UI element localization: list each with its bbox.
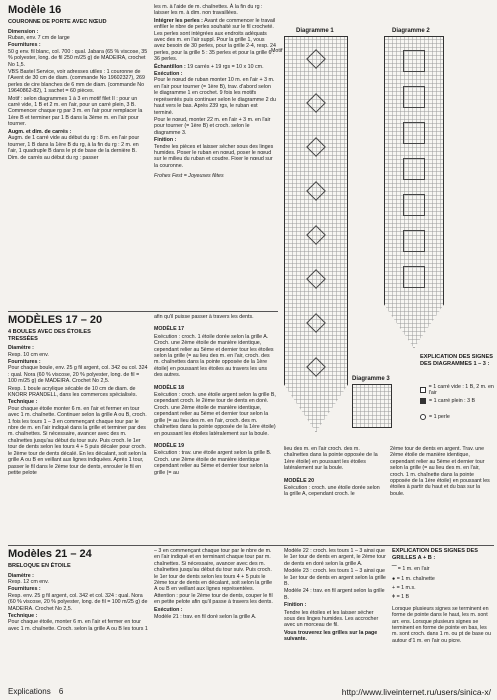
- m17-exec: Exécution : croch. 1 étoile dorée selon la grille A. Croch. une 2ème étoile de manière identique, cependant relier au 5ème et dernier tour les étoiles selon la grille (= au lieu des m. en l'air, croch. des m. chaînettes dans la pointe opposée de la 1ère étoile) en poussant les étoiles au travers les uns des autres.: [154, 333, 274, 379]
- legend-bead: [420, 414, 450, 420]
- legend-diagrammes: [420, 354, 496, 373]
- m21-exec: Modèle 21 : trav. en fil doré selon la grille A.: [154, 614, 257, 621]
- m16-four: 50 g env. fil blanc, col. 700 : qual. Jabara (65 % viscose, 35 % polyester, long. de fil 250 m/25 g) de MADEIRA, crochet No 1,5.: [8, 48, 148, 68]
- diagram-3-grid: [352, 384, 392, 428]
- single-crochet-icon: +: [392, 585, 396, 591]
- m1720-column: [8, 314, 148, 477]
- m16b-perles-label: Intégrer les perles :: [154, 17, 203, 24]
- footer-label: Explications: [8, 687, 51, 696]
- m2224-column: [284, 548, 386, 644]
- empty-square-icon: [420, 387, 426, 393]
- legend-l1: = 1 carré vide : 1 B, 2 m. en l'air: [428, 384, 494, 396]
- m2124-fin: Tendre les étoiles et les laisser sécher sous des linges humides. Les accrocher avec un morceau de fil.: [284, 609, 379, 629]
- m24-text: Modèle 24 : trav. en fil argent selon la grille B.: [284, 588, 385, 601]
- legend2-l3: = 1 m.s.: [396, 585, 416, 591]
- footer: [8, 687, 63, 696]
- m20-continued-text: 2ème tour de dents en argent. Trav. une 2ème étoile de manière identique, cependant relier au 5ème et dernier tour selon la grille (= au lieu des m. en l'air, croch. 1 m. chaînette dans la pointe opposée de la 1ère étoile) en poussant les étoiles à partir du haut et du bas sur la boule.: [390, 446, 490, 497]
- m1720-subtitle: 4 BOULES AVEC DES ÉTOILES TRESSÉES: [8, 329, 91, 342]
- watermark-url: http://www.liveinternet.ru/users/sinica-x/: [341, 687, 491, 697]
- m20-exec: Exécution : croch. une étoile dorée selon la grille A, cependant croch. le: [284, 485, 380, 498]
- m1720-tech-label: Technique :: [8, 399, 38, 406]
- m18-exec: Exécution : croch. une étoile argent selon la grille B, cependant croch. le 2ème tour de dents en doré. Croch. une 2ème étoile de manière identique, cependant relier au 5ème et dernier tour selon la grille (= au lieu des m. en l'air, croch. des m. chaînettes dans la pointe opposée de la 1ère étoile) en poussant les étoiles latéralement sur la boule.: [154, 392, 276, 437]
- diagram-letter-block: [403, 50, 425, 72]
- full-square-icon: [420, 398, 426, 404]
- m16b-perles: Avant de commencer le travail enfiler le nbre de perles souhaité sur le fil crocheté. Les perles sont intégrées aux endroits adéquats avec des m. en l'air suppl. Pour la grille 1, vous avez besoin de 30 perles, pour la grille 2-4, resp. 24 perles, pour la grille 5 : 35 perles et pour la grille 6 : 36 perles.: [154, 17, 276, 63]
- m2124-diam: Resp. 12 cm env.: [8, 579, 49, 585]
- m19-continued: lieu des m. en l'air croch. des m. chaînettes dans la pointe opposée de la 1ère étoile) en poussant les étoiles latéralement sur la boule.: [284, 446, 378, 472]
- footer-page: 6: [58, 687, 64, 696]
- legend-title: EXPLICATION DES SIGNES DES DIAGRAMMES 1 – 3 :: [420, 354, 493, 367]
- m20-continued: [390, 446, 494, 498]
- legend2-l4: = 1 B: [396, 594, 410, 601]
- m2124-four: Resp. env. 25 g fil argent, col. 342 et col. 324 : qual. Nora (60 % viscose, 20 % polyester, long. de fil = 100 m/25 g) de MADEIRA. Crochet No 2,5.: [8, 592, 148, 612]
- m16-continued: [154, 4, 276, 181]
- m16b-ech: 19 carrés + 19 rgs = 10 x 10 cm.: [187, 63, 264, 70]
- m2124-tech: Pour chaque étoile, monter 6 m. en l'air et fermer en tour avec 1 m. chaînette. Croch. selon la grille A ou B les tours 1: [8, 619, 148, 632]
- diagram-letter-block: [403, 266, 425, 288]
- diagram-letter-block: [403, 86, 425, 108]
- m23-text: Modèle 23 : croch. les tours 1 – 3 ainsi que le 1er tour de dents en argent selon la grille B.: [284, 568, 386, 588]
- m2124-next-page: Vous trouverez les grilles sur la page suivante.: [284, 629, 378, 643]
- m16b-p1: les m. à l'aide de m. chaînettes. À la fin du rg : laisser les m. à dim. non travaillées.: [154, 4, 263, 17]
- m16-title: Modèle 16: [8, 4, 62, 16]
- m1720-four-label: Fournitures :: [8, 359, 41, 365]
- chain-stitch-icon: ⁀: [392, 566, 397, 573]
- m2124-title: Modèles 21 – 24: [8, 548, 92, 560]
- m20-title: MODÈLE 20: [284, 477, 315, 484]
- m2124-technique-cont: – 3 en commençant chaque tour par le nbre de m. en l'air indiqué et en terminant chaque tour par m. chaînettes. Si nécessaire, avancer avec des m. chaînettes jusqu'au début du tour suiv. Puis croch. le 1er tour de dents selon les tours 4 + 5 puis le 2ème tour de dents en décalant, soit selon la grille A ou B en veillant aux lignes représentées. Attention : pour le 2ème tour de dents, couper le fil en petite pelote afin qu'il passe à travers les dents.: [154, 548, 273, 606]
- m19-title: MODÈLE 19: [154, 442, 185, 449]
- legend2-title: EXPLICATION DES SIGNES DES GRILLES A + B :: [392, 548, 478, 561]
- m22-text: Modèle 22 : croch. les tours 1 – 3 ainsi que le 1er tour de dents en argent, le 2ème tour de dents en doré selon la grille A.: [284, 548, 386, 567]
- m1720-title: MODÈLES 17 – 20: [8, 314, 103, 326]
- diagram-letter-block: [403, 230, 425, 252]
- legend-empty-square: [420, 384, 497, 396]
- m16b-sign: Frohes Fest = Joyeuses fêtes: [154, 173, 224, 180]
- m16-four-label: Fournitures :: [8, 42, 41, 49]
- legend2-l1: = 1 m. en l'air: [397, 566, 430, 573]
- section-divider: [8, 311, 278, 312]
- legend-l2: = 1 carré plein : 3 B: [429, 398, 476, 404]
- m16b-fin-label: Finition :: [154, 137, 177, 144]
- m16b-exec: Pour le nœud de ruban monter 10 m. en l'air + 3 m. en l'air pour tourner (= 1ère B), trav. d'abord selon le diagramme 1 en crochet. 9 fois les motifs représentés puis continuer selon le diagramme 2 du haut vers le bas. Après 239 rgs, le ruban est terminé.: [154, 77, 276, 116]
- legend-grilles: [392, 548, 494, 645]
- m1720-diam: Resp. 10 cm env.: [8, 351, 49, 358]
- m1720-intro: afin qu'il puisse passer à travers les dents.: [154, 314, 254, 320]
- diagram-letter-block: [403, 122, 425, 144]
- m2124-subtitle: BRELOQUE EN ÉTOILE: [8, 563, 71, 569]
- m16-augm: Augm. de 1 carré vide au début du rg : 8 m. en l'air pour tourner, 1 B dans la 1ère B du rg, à la fin du rg : 2 m. en l'air, 1 quadruple B dans le pt de base de la dernière B.: [8, 135, 140, 154]
- motif-label: Motif: [271, 48, 283, 54]
- m16-column: [8, 4, 148, 163]
- bead-icon: [420, 414, 426, 420]
- m1720-four: Pour chaque boule, env. 25 g fil argent, col. 342 ou col. 324 : qual. Nora (60 % viscose, 20 % polyester, long. de fil = 100 m/25 g) de MADEIRA. Crochet No 2,5.: [8, 365, 148, 385]
- double-crochet-icon: ǂ: [392, 594, 396, 601]
- diagram-2-grid: [384, 36, 444, 348]
- diagram-2-title: Diagramme 2: [392, 28, 430, 34]
- m2124-fin-label: Finition :: [284, 602, 307, 609]
- m16-motif: Motif : selon diagrammes 1 à 3 en motif filet II : pour un carré vide, 1 B et 2 m. en l'air, pour un carré plein, 3 B. Commencer chaque rg par 3 m. en l'air pour remplacer la 1ère B et terminer par 1 B dans la 3ème m. en l'air pour tourner.: [8, 95, 143, 128]
- legend2-note: Lorsque plusieurs signes se terminent en forme de pointe dans le haut, les m. sont arr. ens. Lorsque plusieurs signes se terminent en forme de pointe en bas, les m. sont croch. dans 1 m. ou pt de base ou autour d'1 m. en l'air ou picre.: [392, 605, 491, 644]
- m16-vbs: VBS Bastel Service, voir adresses utiles : 1 couronne de l'Avent de 30 cm de diam. (commande No 19602327), 269 perles de cire blanches de 6 mm de diam. (commande No 19640862-82), 1 sachet = 60 pièces.: [8, 69, 145, 95]
- slip-stitch-icon: ●: [392, 575, 396, 582]
- diagram-1-title: Diagramme 1: [296, 28, 334, 34]
- legend-l3: = 1 perle: [429, 414, 450, 420]
- m18-title: MODÈLE 18: [154, 384, 185, 391]
- diagram-letter-block: [403, 194, 425, 216]
- m2124-diam-label: Diamètre :: [8, 572, 34, 579]
- m2124-exec-label: Exécution :: [154, 606, 183, 613]
- legend-full-square: [420, 398, 475, 404]
- m16b-ech-label: Échantillon :: [154, 63, 186, 70]
- m2124-tech-label: Technique :: [8, 613, 38, 620]
- m20-column: [284, 446, 384, 499]
- m1720-diam-label: Diamètre :: [8, 345, 34, 352]
- m2124-column: [8, 548, 148, 633]
- m17-title: MODÈLE 17: [154, 326, 185, 333]
- m16-subtitle: COURONNE DE PORTE AVEC NŒUD: [8, 19, 107, 25]
- m2124-continued: [154, 548, 274, 621]
- m2124-four-label: Fournitures :: [8, 586, 41, 593]
- m16b-exec2: Pour le nœud, monter 22 m. en l'air + 3 m. en l'air pour tourner (= 1ère B) et croch. selon le diagramme 3.: [154, 116, 271, 136]
- m16-augm-label: Augm. et dim. de carrés :: [8, 128, 72, 135]
- diagram-3-title: Diagramme 3: [352, 376, 390, 382]
- m16-dim-label: Dimension :: [8, 28, 39, 35]
- m16b-fin: Tendre les pièces et laisser sécher sous des linges humides. Poser le ruban en nœud, poser le nœud sur le milieu du ruban et coudre. Fixer le nœud sur la couronne.: [154, 143, 274, 169]
- section-divider-2: [8, 545, 494, 546]
- m16-dim2: Dim. de carrés au début du rg : passer: [8, 155, 99, 162]
- m1720-tech: Pour chaque étoile monter 6 m. en l'air et fermer en tour avec 1 m. chaînette. Continuer selon la grille A ou B, croch. 1 fois les tours 1 – 3 en commençant chaque tour par le nbre de m. en l'air indiqué dans la grille et terminer par des m. chaînettes. Si nécessaire, avancer avec des m. chaînettes jusqu'au début du tour suiv. Puis croch. le 1er tour de dents selon les tours 4 + 5 puis décaler pour croch. le 2ème tour de dents décalé. En les décalant, soit selon la grille A ou B en veillant aux lignes indiquées. Après 1 tour, passer le fil dans le 2ème tour de dents, enrouler le fil en petite pelote: [8, 405, 147, 476]
- m16-dim: Ruban, env. 7 cm de large: [8, 35, 70, 41]
- legend2-l2: = 1 m. chaînette: [396, 575, 435, 582]
- m1720-models: [154, 314, 276, 477]
- m16b-exec-label: Exécution :: [154, 71, 183, 78]
- m19-exec: Exécution : trav. une étoile argent selon la grille B. Croch. une 2ème étoile de manière identique cependant relier au 5ème et dernier tour selon la grille (= au: [154, 450, 272, 476]
- m1720-four2: Resp. 1 boule acrylique sécable de 10 cm de diam. de KNORR PRANDELL, dans les commerces spécialisés.: [8, 385, 137, 399]
- diagram-letter-block: [403, 158, 425, 180]
